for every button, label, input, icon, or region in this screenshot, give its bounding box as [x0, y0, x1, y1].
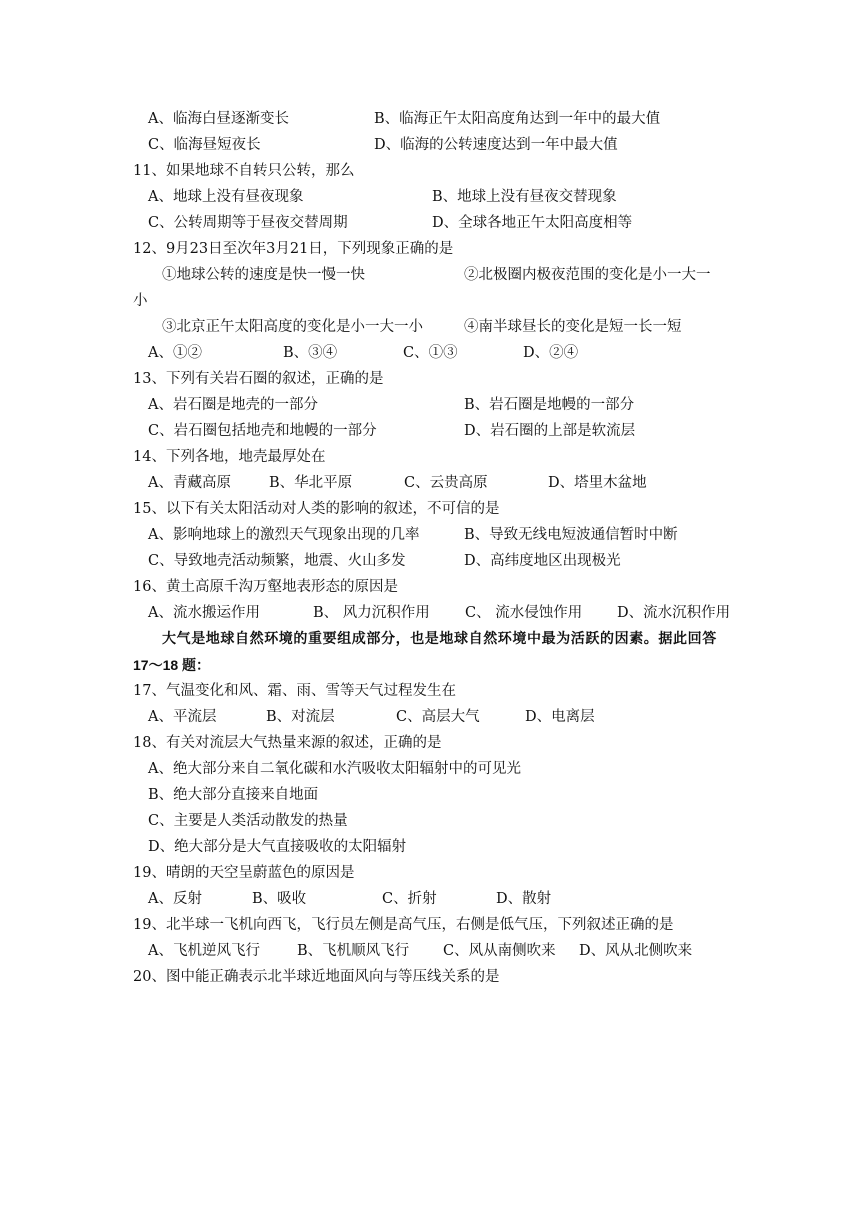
q15-option-d: D、高纬度地区出现极光 — [464, 553, 621, 569]
q14-stem: 14、下列各地，地壳最厚处在 — [133, 449, 326, 465]
q10-option-a: A、临海白昼逐渐变长 — [148, 111, 289, 127]
q12-statement-4: ④南半球昼长的变化是短一长一短 — [464, 319, 682, 335]
q12-option-a: A、①② — [148, 345, 202, 361]
q14-option-a: A、青藏高原 — [148, 475, 231, 491]
q12-statement-3: ③北京正午太阳高度的变化是小一大一小 — [162, 319, 423, 335]
q10-option-b: B、临海正午太阳高度角达到一年中的最大值 — [374, 111, 661, 127]
q19b-option-b: B、飞机顺风飞行 — [297, 943, 410, 959]
q15-stem: 15、以下有关太阳活动对人类的影响的叙述，不可信的是 — [133, 501, 500, 517]
q16-option-d: D、流水沉积作用 — [617, 605, 731, 621]
q14-option-c: C、云贵高原 — [404, 475, 488, 491]
q11-stem: 11、如果地球不自转只公转，那么 — [133, 163, 355, 179]
q19a-stem: 19、晴朗的天空呈蔚蓝色的原因是 — [133, 865, 355, 881]
q13-option-d: D、岩石圈的上部是软流层 — [464, 423, 636, 439]
q13-option-c: C、岩石圈包括地壳和地幔的一部分 — [148, 423, 377, 439]
q12-option-d: D、②④ — [523, 345, 579, 361]
q16-option-c: C、 流水侵蚀作用 — [465, 605, 583, 621]
q12-option-c: C、①③ — [403, 345, 458, 361]
q13-stem: 13、下列有关岩石圈的叙述，正确的是 — [133, 371, 384, 387]
q17-stem: 17、气温变化和风、霜、雨、雪等天气过程发生在 — [133, 683, 456, 699]
q13-option-a: A、岩石圈是地壳的一部分 — [148, 397, 318, 413]
q16-stem: 16、黄土高原千沟万壑地表形态的原因是 — [133, 579, 398, 595]
q14-option-d: D、塔里木盆地 — [548, 475, 647, 491]
q10-option-d: D、临海的公转速度达到一年中最大值 — [374, 137, 618, 153]
q17-option-b: B、对流层 — [266, 709, 335, 725]
q11-option-d: D、全球各地正午太阳高度相等 — [432, 215, 633, 231]
q18-option-d: D、绝大部分是大气直接吸收的太阳辐射 — [148, 839, 407, 855]
q12-statement-1: ①地球公转的速度是快一慢一快 — [162, 267, 365, 283]
q12-option-b: B、③④ — [283, 345, 338, 361]
q12-statement-2-wrap: 小 — [133, 293, 148, 309]
q12-stem: 12、9月23日至次年3月21日，下列现象正确的是 — [133, 241, 454, 257]
q18-stem: 18、有关对流层大气热量来源的叙述，正确的是 — [133, 735, 442, 751]
q19a-option-d: D、散射 — [496, 891, 552, 907]
q18-option-c: C、主要是人类活动散发的热量 — [148, 813, 348, 829]
q16-option-a: A、流水搬运作用 — [148, 605, 260, 621]
q17-option-c: C、高层大气 — [396, 709, 480, 725]
q19b-option-c: C、风从南侧吹来 — [443, 943, 556, 959]
q19a-option-b: B、吸收 — [252, 891, 307, 907]
q12-statement-2: ②北极圈内极夜范围的变化是小一大一 — [464, 267, 711, 283]
q15-option-c: C、导致地壳活动频繁，地震、火山多发 — [148, 553, 406, 569]
q18-option-a: A、绝大部分来自二氧化碳和水汽吸收太阳辐射中的可见光 — [148, 761, 521, 777]
q15-option-a: A、影响地球上的激烈天气现象出现的几率 — [148, 527, 420, 543]
q20-stem: 20、图中能正确表示北半球近地面风向与等压线关系的是 — [133, 969, 500, 985]
q11-option-a: A、地球上没有昼夜现象 — [148, 189, 304, 205]
q19b-option-d: D、风从北侧吹来 — [579, 943, 693, 959]
q17-option-a: A、平流层 — [148, 709, 217, 725]
q19a-option-c: C、折射 — [382, 891, 437, 907]
q19b-option-a: A、飞机逆风飞行 — [148, 943, 260, 959]
q16-option-b: B、 风力沉积作用 — [313, 605, 430, 621]
q10-option-c: C、临海昼短夜长 — [148, 137, 261, 153]
passage-line-1: 大气是地球自然环境的重要组成部分，也是地球自然环境中最为活跃的因素。据此回答 — [162, 631, 717, 647]
q15-option-b: B、导致无线电短波通信暂时中断 — [464, 527, 678, 543]
q14-option-b: B、华北平原 — [269, 475, 353, 491]
q18-option-b: B、绝大部分直接来自地面 — [148, 787, 319, 803]
q19a-option-a: A、反射 — [148, 891, 202, 907]
q11-option-c: C、公转周期等于昼夜交替周期 — [148, 215, 348, 231]
q13-option-b: B、岩石圈是地幔的一部分 — [464, 397, 635, 413]
q19b-stem: 19、北半球一飞机向西飞，飞行员左侧是高气压，右侧是低气压，下列叙述正确的是 — [133, 917, 674, 933]
q17-option-d: D、电离层 — [525, 709, 595, 725]
passage-line-2: 17～18 题： — [133, 657, 211, 673]
q11-option-b: B、地球上没有昼夜交替现象 — [432, 189, 617, 205]
